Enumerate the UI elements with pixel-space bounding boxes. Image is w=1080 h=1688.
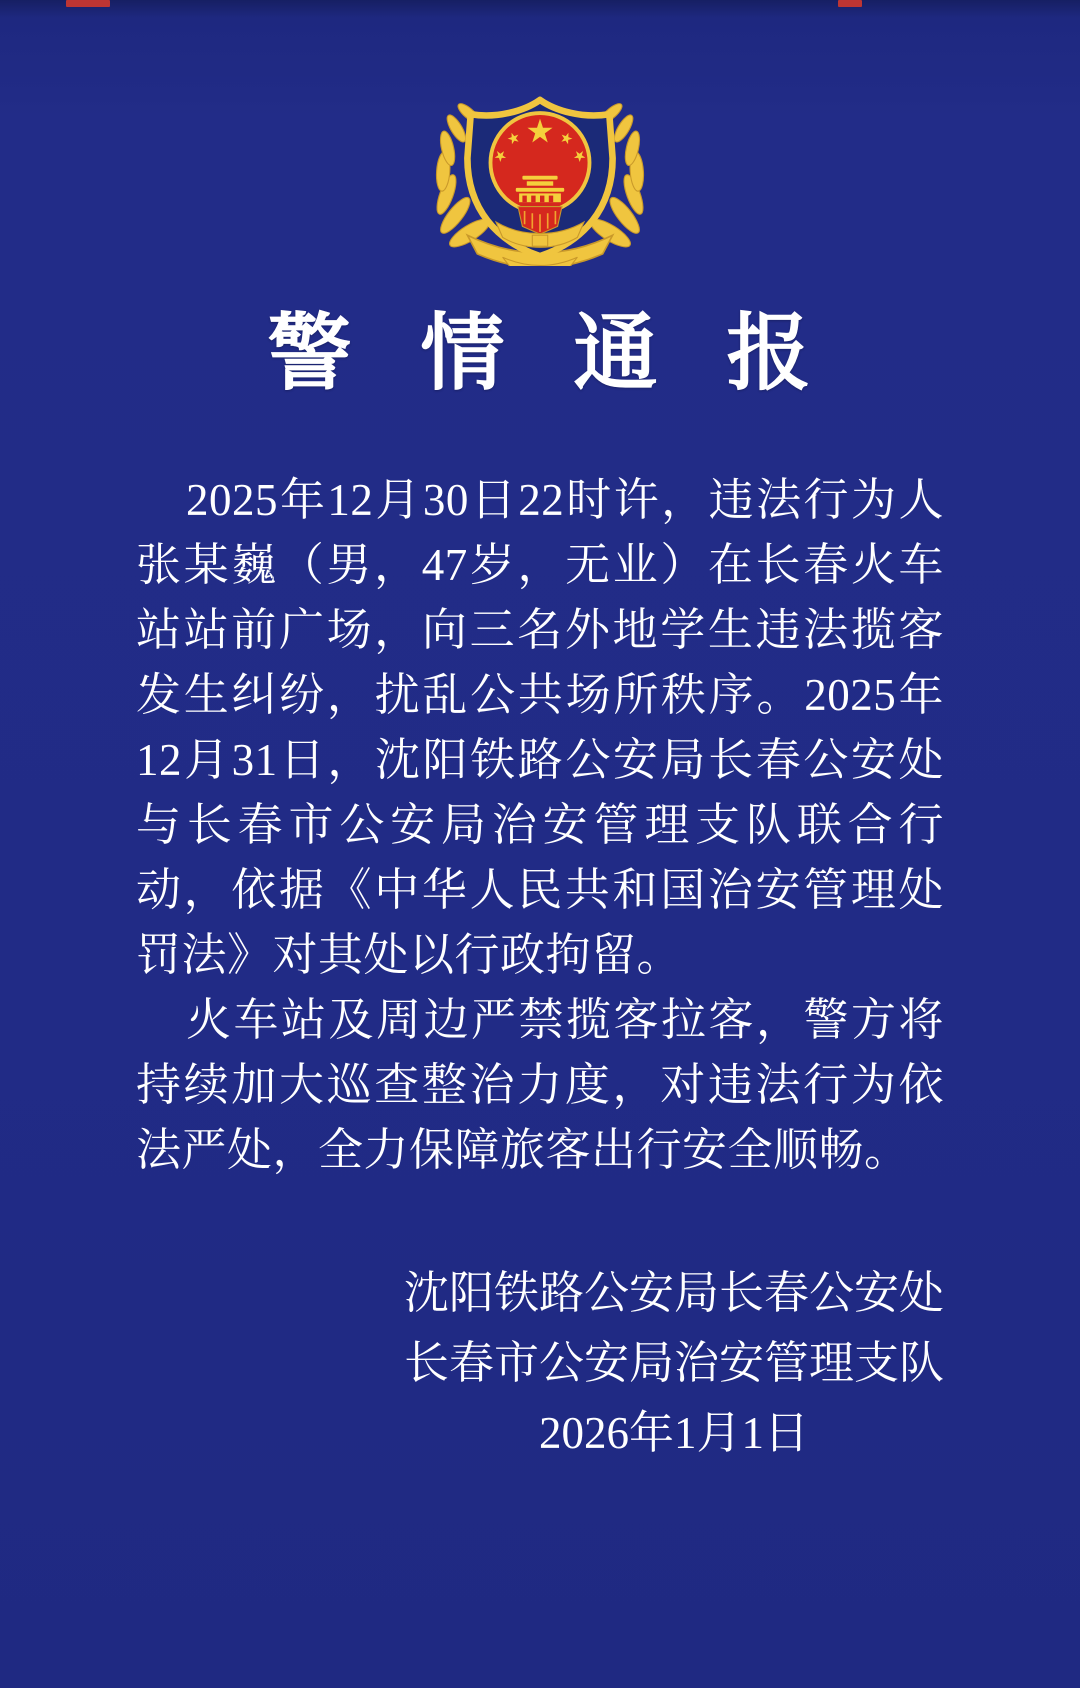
signature-org-1: 沈阳铁路公安局长春公安处 — [403, 1268, 944, 1318]
signature-date: 2026年1月1日 — [538, 1408, 809, 1458]
police-badge-icon — [429, 90, 651, 266]
notice-body — [136, 468, 944, 1183]
top-left-red-artifact — [66, 0, 110, 7]
notice-title: 警 情 通 报 — [267, 308, 813, 401]
body-paragraph-1: 2025年12月30日22时许，违法行为人张某巍（男，47岁，无业）在长春火车站站前广场，向三名外地学生违法揽客发生纠纷，扰乱公共场所秩序。2025年12月31日，沈阳铁路公安局长春公安处与长春市公安局治安管理支队联合行动，依据《中华人民共和国治安管理处罚法》对其处以行政拘留。 — [136, 475, 944, 980]
signature-block — [404, 1258, 944, 1468]
signature-org-2: 长春市公安局治安管理支队 — [403, 1338, 944, 1388]
body-paragraph-2: 火车站及周边严禁揽客拉客，警方将持续加大巡查整治力度，对违法行为依法严处，全力保障旅客出行安全顺畅。 — [136, 995, 944, 1175]
top-right-red-artifact — [838, 0, 862, 7]
